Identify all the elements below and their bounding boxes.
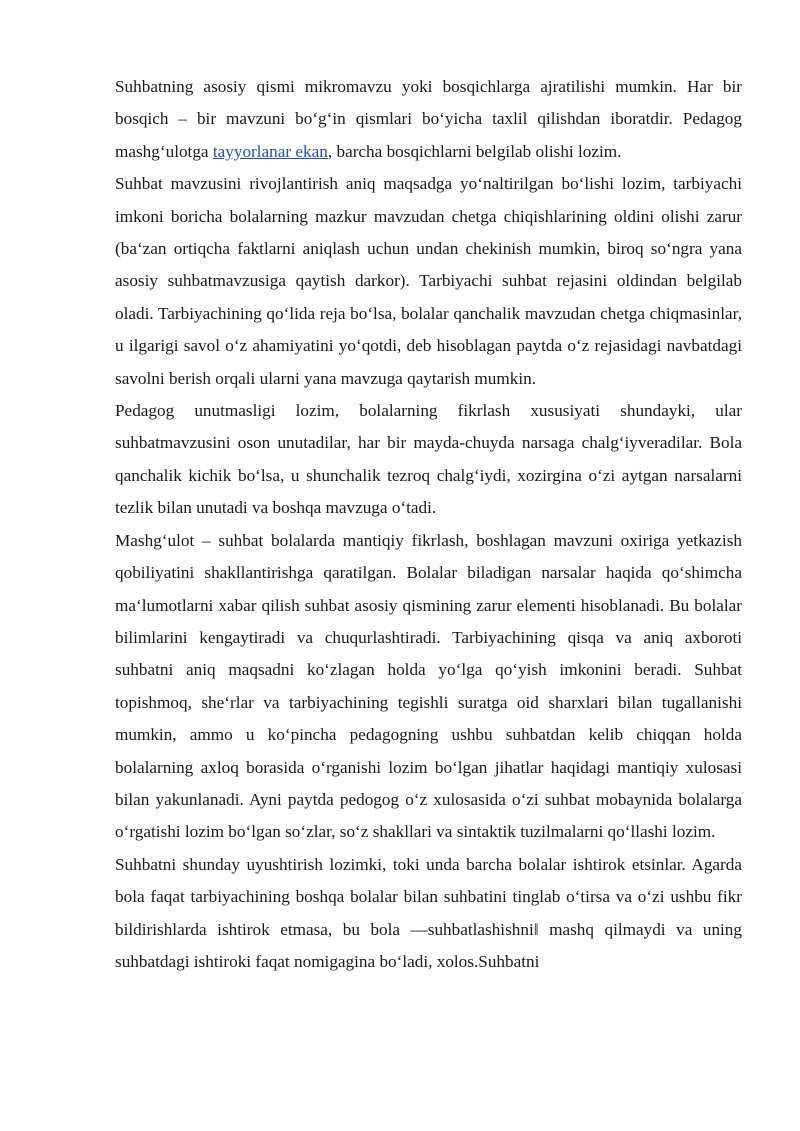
paragraph-1	[115, 71, 742, 168]
paragraph-1-text-after: , barcha bosqichlarni belgilab olishi lozim.	[327, 141, 622, 161]
paragraph-5: Suhbatni shunday uyushtirish lozimki, toki unda barcha bolalar ishtirok etsinlar. Agarda bola faqat tarbiyachining boshqa bolalar bilan suhbatini tinglab o‘tirsa va o‘zi ushbu fikr bildirishlarda ishtirok etmasa, bu bola ―suhbatlashishni‖ mashq qilmaydi va uning suhbatdagi ishtiroki faqat nomigagina bo‘ladi, xolos.Suhbatni	[115, 854, 742, 971]
paragraph-2: Suhbat mavzusini rivojlantirish aniq maqsadga yo‘naltirilgan bo‘lishi lozim, tarbiyachi imkoni boricha bolalarning mazkur mavzudan chetga chiqishlarining oldini olishi zarur (ba‘zan ortiqcha faktlarni aniqlash uchun undan chekinish mumkin, biroq so‘ngra yana asosiy suhbatmavzusiga qaytish darkor). Tarbiyachi suhbat rejasini oldindan belgilab oladi. Tarbiyachining qo‘lida reja bo‘lsa, bolalar qanchalik mavzudan chetga chiqmasinlar, u ilgarigi savol o‘z ahamiyatini yo‘qotdi, deb hisoblagan paytda o‘z rejasidagi navbatdagi savolni berish orqali ularni yana mavzuga qaytarish mumkin.	[115, 174, 742, 388]
paragraph-4: Mashg‘ulot – suhbat bolalarda mantiqiy fikrlash, boshlagan mavzuni oxiriga yetkazish qobiliyatini shakllantirishga qaratilgan. Bolalar biladigan narsalar haqida qo‘shimcha ma‘lumotlarni xabar qilish suhbat asosiy qismining zarur elementi hisoblanadi. Bu bolalar bilimlarini kengaytiradi va chuqurlashtiradi. Tarbiyachining qisqa va aniq axboroti suhbatni aniq maqsadni ko‘zlagan holda yo‘lga qo‘yish imkonini beradi. Suhbat topishmoq, she‘rlar va tarbiyachining tegishli suratga oid sharxlari bilan tugallanishi mumkin, ammo u ko‘pincha pedagogning ushbu suhbatdan kelib chiqqan holda bolalarning axloq borasida o‘rganishi lozim bo‘lgan jihatlar haqidagi mantiqiy xulosasi bilan yakunlanadi. Ayni paytda pedogog o‘z xulosasida o‘zi suhbat mobaynida bolalarga o‘rgatishi lozim bo‘lgan so‘zlar, so‘z shakllari va sintaktik tuzilmalarni qo‘llashi lozim.	[115, 530, 742, 842]
tayyorlanar-ekan-link[interactable]: tayyorlanar ekan	[212, 141, 328, 161]
paragraph-1-text-before: Suhbatning asosiy qismi mikromavzu yoki bosqichlarga ajratilishi mumkin. Har bir bosqich – bir mavzuni bo‘g‘in qismlari bo‘yicha taxlil qilishdan iboratdir. Pedagog mashg‘ulotga	[115, 77, 742, 161]
paragraph-3: Pedagog unutmasligi lozim, bolalarning fikrlash xususiyati shundayki, ular suhbatmavzusini oson unutadilar, har bir mayda-chuyda narsaga chalg‘iyveradilar. Bola qanchalik kichik bo‘lsa, u shunchalik tezroq chalg‘iydi, xozirgina o‘zi aytgan narsalarni tezlik bilan unutadi va boshqa mavzuga o‘tadi.	[115, 401, 742, 518]
document-page	[115, 71, 742, 978]
